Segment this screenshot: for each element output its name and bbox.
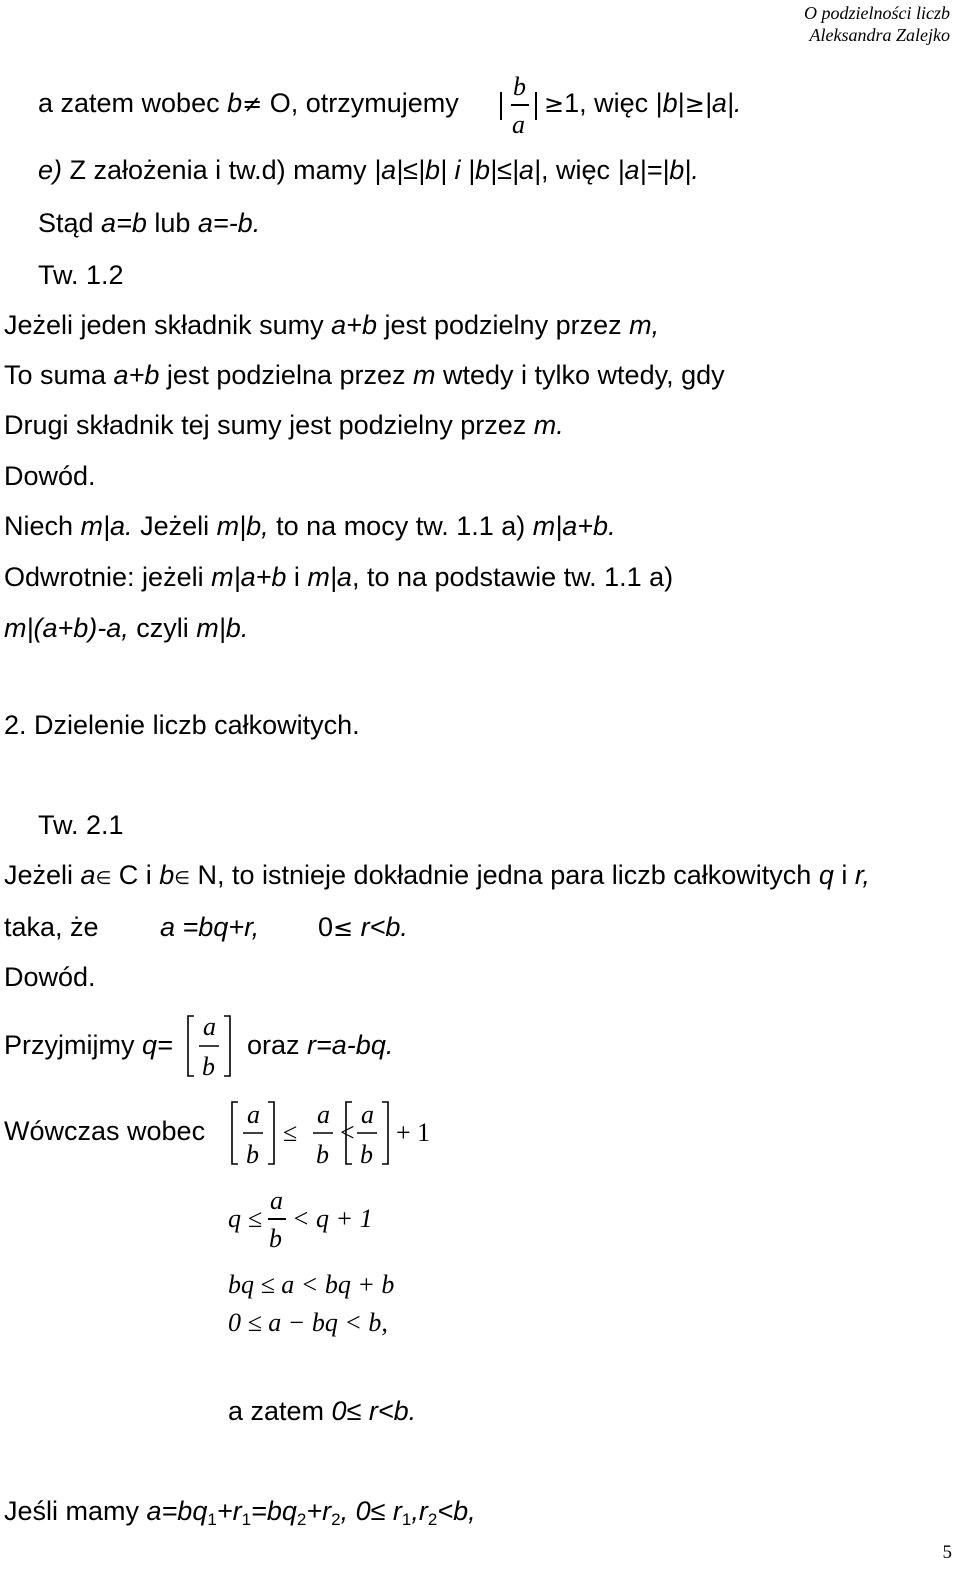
e1-q: q (228, 1204, 241, 1233)
theorem-1-2: Tw. 1.2 (38, 260, 124, 290)
w-plus-1: + 1 (396, 1118, 431, 1147)
line-10: Odwrotnie: jeżeli m|a+b i m|a, to na podstawie tw. 1.1 a) (4, 562, 674, 592)
line-14: Jeżeli a∈ C i b∈ N, to istnieje dokładnie jedna para liczb całkowitych q i r, (4, 860, 870, 890)
w-num-2: a (317, 1100, 330, 1129)
abs-right-bar (535, 92, 537, 120)
e1-frac-bar (268, 1218, 286, 1220)
line-17-rest: oraz r=a-bq. (247, 1030, 394, 1060)
e3: 0 ≤ a − bq < b, (228, 1308, 388, 1337)
frac-bar (511, 104, 529, 106)
conclusion: a zatem 0≤ r<b. (228, 1396, 417, 1426)
w-num-1: a (247, 1100, 260, 1129)
line-11: m|(a+b)-a, czyli m|b. (4, 613, 249, 643)
e2: bq ≤ a < bq + b (228, 1270, 395, 1299)
line-7: Drugi składnik tej sumy jest podzielny przez m. (4, 410, 564, 440)
line-3: Stąd a=b lub a=-b. (38, 208, 261, 238)
e1-num: a (270, 1186, 283, 1215)
line-6: To suma a+b jest podzielna przez m wtedy i tylko wtedy, gdy (4, 360, 725, 390)
frac-den: a (512, 110, 525, 139)
line-17: Przyjmijmy q= (4, 1030, 173, 1060)
theorem-2-1: Tw. 2.1 (38, 810, 124, 840)
line-15-ineq: 0≤ r<b. (318, 912, 408, 942)
header-author: Aleksandra Zalejko (809, 25, 950, 45)
line-15-eq: a =bq+r, (160, 912, 260, 942)
floor-1-den: b (202, 1052, 215, 1081)
line-5: Jeżeli jeden składnik sumy a+b jest podzielny przez m, (4, 310, 660, 340)
w-den-2: b (316, 1140, 329, 1169)
header-title: O podzielności liczb (804, 3, 950, 23)
line-1-rest: ≥1, więc |b|≥|a|. (544, 88, 742, 118)
abs-left-bar (500, 92, 502, 120)
w-den-3: b (360, 1140, 373, 1169)
floor-1-num: a (203, 1012, 216, 1041)
w-den-1: b (246, 1140, 259, 1169)
line-2: e) Z założenia i tw.d) mamy |a|≤|b| i |b|≤|a|, więc |a|=|b|. (38, 155, 699, 185)
page-number: 5 (942, 1542, 952, 1563)
section-2-title: 2. Dzielenie liczb całkowitych. (4, 710, 360, 740)
e1-rest: < q + 1 (292, 1204, 373, 1233)
e1-den: b (269, 1224, 282, 1253)
proof-label-2: Dowód. (4, 962, 96, 992)
line-1: a zatem wobec b≠ O, otrzymujemy (38, 88, 459, 118)
line-18: Wówczas wobec (4, 1116, 206, 1146)
e1-le: ≤ (248, 1204, 263, 1233)
frac-num: b (513, 72, 526, 101)
proof-label-1: Dowód. (4, 461, 96, 491)
line-9: Niech m|a. Jeżeli m|b, to na mocy tw. 1.1 a) m|a+b. (4, 511, 616, 541)
last-line: Jeśli mamy $a=bq_1+r_1=bq_2+r_2$, $0\le r_1,r_2<b$, (4, 1496, 476, 1529)
line-15-label: taka, że (4, 912, 99, 942)
w-le: ≤ (283, 1118, 298, 1147)
w-lt: < (340, 1118, 355, 1147)
w-num-3: a (361, 1100, 374, 1129)
